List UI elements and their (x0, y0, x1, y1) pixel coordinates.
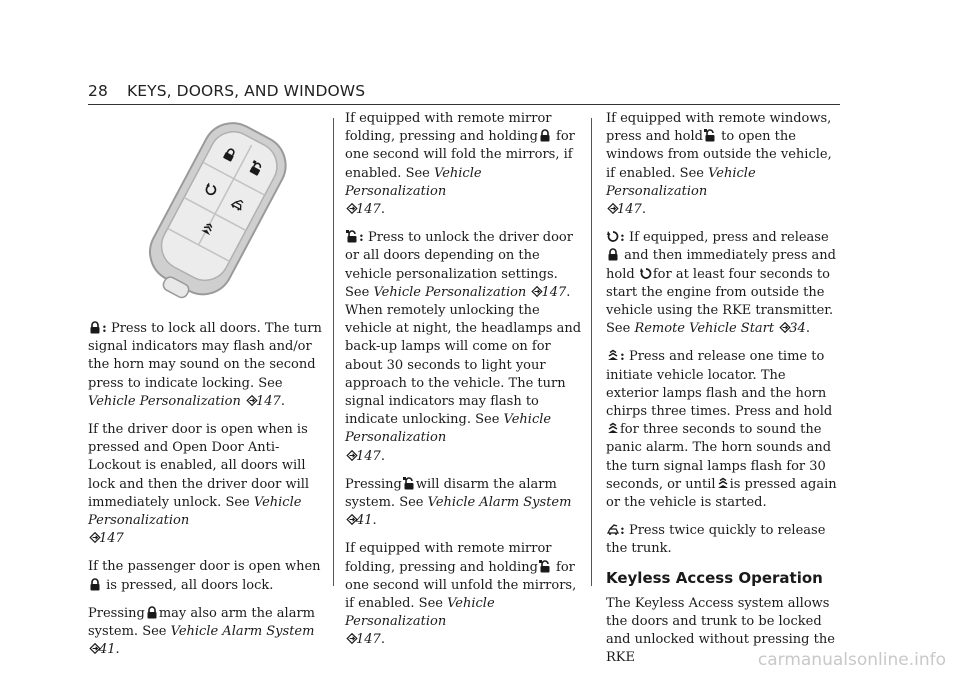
page-ref-icon (89, 642, 98, 655)
keyless-access-heading: Keyless Access Operation (606, 568, 823, 587)
lock-icon (89, 321, 101, 334)
remote-start-paragraph: : If equipped, press and release and then immediately press and hold for at least four seconds to start the engine from outside the vehicle using the RKE transmitter. See Remote Vehicle Start 34. (606, 230, 836, 337)
page-ref-icon (346, 202, 355, 215)
vehicle-locator-icon (717, 477, 729, 490)
column-divider-1 (333, 118, 334, 586)
mirror-unfold-paragraph: If equipped with remote mirror folding, pressing and holding for one second will unfold the mirrors, if enabled. See Vehicle Personalization 147. (345, 541, 577, 648)
unlock-icon (346, 230, 358, 243)
unlock-paragraph: : Press to unlock the driver door or all doors depending on the vehicle personalization settings. See Vehicle Personalization 147. When remotely unlocking the vehicle at night, the headlamps and back-up lamps will come on for about 30 seconds to light your approach to the vehicle. The turn signal indicators may flash to indicate unlocking. See Vehicle Personalization 147. (345, 230, 582, 464)
lock-icon (607, 248, 619, 261)
lock-icon (146, 606, 158, 619)
key-fob-illustration (120, 114, 310, 314)
lock-icon (89, 578, 101, 591)
vehicle-locator-icon (607, 422, 619, 435)
lock-paragraph: : Press to lock all doors. The turn signal indicators may flash and/or the horn may sound on the second press to indicate locking. See Vehicle Personalization 147. (88, 321, 322, 409)
trunk-paragraph: : Press twice quickly to release the trunk. (606, 523, 826, 557)
page-ref-icon (531, 285, 540, 298)
page-ref-icon (346, 513, 355, 526)
section-title: KEYS, DOORS, AND WINDOWS (126, 82, 366, 100)
page-ref-icon (346, 632, 355, 645)
unlock-icon (704, 129, 716, 142)
page-ref-icon (607, 202, 616, 215)
mirror-fold-paragraph: If equipped with remote mirror folding, pressing and holding for one second will fold the mirrors, if enabled. See Vehicle Personalization 147. (345, 111, 575, 218)
alarm-arm-paragraph: Pressing may also arm the alarm system. See Vehicle Alarm System 41. (88, 605, 315, 658)
watermark: carmanualsonline.info (757, 650, 946, 670)
vehicle-locator-paragraph: : Press and release one time to initiate vehicle locator. The exterior lamps flash and the horn chirps three times. Press and hold for three seconds to sound the panic alarm. The horn sounds and the turn signal lamps flash for 30 seconds, or until is pressed again or the vehicle is started. (606, 349, 837, 511)
anti-lockout-paragraph: If the driver door is open when is pressed and Open Door Anti-Lockout is enabled, all doors will lock and then the driver door will immediately unlock. See Vehicle Personalization 147 (88, 422, 310, 547)
alarm-disarm-paragraph: Pressing will disarm the alarm system. See Vehicle Alarm System 41. (345, 476, 572, 529)
column-1 (88, 320, 324, 669)
trunk-icon (607, 523, 619, 536)
remote-start-icon (607, 230, 619, 243)
column-3 (606, 110, 840, 678)
remote-start-icon (640, 267, 652, 280)
unlock-icon (539, 560, 551, 573)
page-number: 28 (88, 82, 108, 100)
remote-windows-paragraph: If equipped with remote windows, press and hold to open the windows from outside the vehicle, if enabled. See Vehicle Personalization 147. (606, 111, 832, 218)
keyless-access-paragraph: The Keyless Access system allows the doors and trunk to be locked and unlocked without pressing the RKE (606, 595, 835, 666)
page-ref-icon (779, 321, 788, 334)
column-divider-2 (591, 118, 592, 586)
passenger-door-paragraph: If the passenger door is open when is pressed, all doors lock. (88, 559, 321, 593)
column-2 (345, 110, 583, 660)
lock-icon (539, 129, 551, 142)
page-header (88, 82, 365, 100)
page-ref-icon (246, 394, 255, 407)
unlock-icon (403, 477, 415, 490)
header-rule (88, 104, 840, 105)
vehicle-locator-icon (607, 349, 619, 362)
page-ref-icon (89, 531, 98, 544)
page-ref-icon (346, 449, 355, 462)
